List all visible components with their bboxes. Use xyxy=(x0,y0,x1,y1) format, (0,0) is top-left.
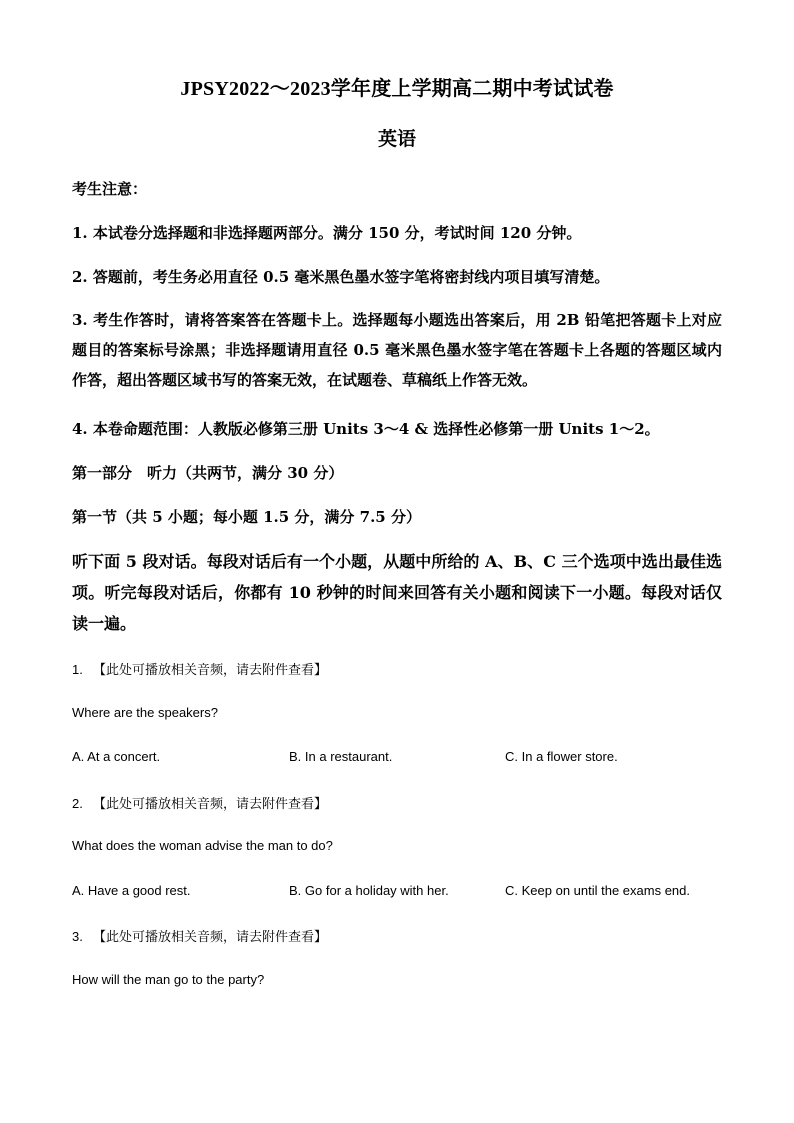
question-number: 3. xyxy=(72,929,83,944)
question-2-header xyxy=(72,793,327,812)
question-number: 2. xyxy=(72,796,83,811)
notice-item-1: 1. 本试卷分选择题和非选择题两部分。满分 150 分，考试时间 120 分钟。 xyxy=(72,224,582,242)
question-2-option-a: A. Have a good rest. xyxy=(72,883,191,898)
question-1-text: Where are the speakers? xyxy=(72,705,218,720)
question-2-text: What does the woman advise the man to do? xyxy=(72,838,333,853)
question-2-option-b: B. Go for a holiday with her. xyxy=(289,883,449,898)
subject-title: 英语 xyxy=(377,128,416,150)
question-1-option-b: B. In a restaurant. xyxy=(289,749,393,764)
audio-placeholder[interactable]: 【此处可播放相关音频，请去附件查看】 xyxy=(92,930,327,945)
exam-title: JPSY2022～2023学年度上学期高二期中考试试卷 xyxy=(180,78,614,100)
question-1-option-c: C. In a flower store. xyxy=(505,749,618,764)
question-3-header xyxy=(72,926,327,945)
question-1-option-a: A. At a concert. xyxy=(72,749,161,764)
question-1-header xyxy=(72,659,327,678)
listening-instructions: 听下面 5 段对话。每段对话后有一个小题，从题中所给的 A、B、C 三个选项中选出最佳选项。听完每段对话后，你都有 10 秒钟的时间来回答有关小题和阅读下一小题。每段对话仅读一遍。 xyxy=(72,552,722,633)
section1-heading: 第一节（共 5 小题；每小题 1.5 分，满分 7.5 分） xyxy=(72,508,421,526)
notice-item-4: 4. 本卷命题范围：人教版必修第三册 Units 3～4 & 选择性必修第一册 Units 1～2。 xyxy=(72,420,660,438)
notice-heading: 考生注意： xyxy=(72,180,148,198)
question-number: 1. xyxy=(72,662,83,677)
question-2-option-c: C. Keep on until the exams end. xyxy=(505,883,691,898)
audio-placeholder[interactable]: 【此处可播放相关音频，请去附件查看】 xyxy=(92,663,327,678)
notice-item-3: 3. 考生作答时，请将答案答在答题卡上。选择题每小题选出答案后，用 2B 铅笔把答题卡上对应题目的答案标号涂黑；非选择题请用直径 0.5 毫米黑色墨水签字笔在答题卡上各题的答题区域内作答，超出答题区域书写的答案无效，在试题卷、草稿纸上作答无效。 xyxy=(72,311,722,389)
audio-placeholder[interactable]: 【此处可播放相关音频，请去附件查看】 xyxy=(92,797,327,812)
part1-heading: 第一部分 听力（共两节，满分 30 分） xyxy=(72,464,344,482)
question-3-text: How will the man go to the party? xyxy=(72,972,265,987)
notice-item-2: 2. 答题前，考生务必用直径 0.5 毫米黑色墨水签字笔将密封线内项目填写清楚。 xyxy=(72,268,610,286)
